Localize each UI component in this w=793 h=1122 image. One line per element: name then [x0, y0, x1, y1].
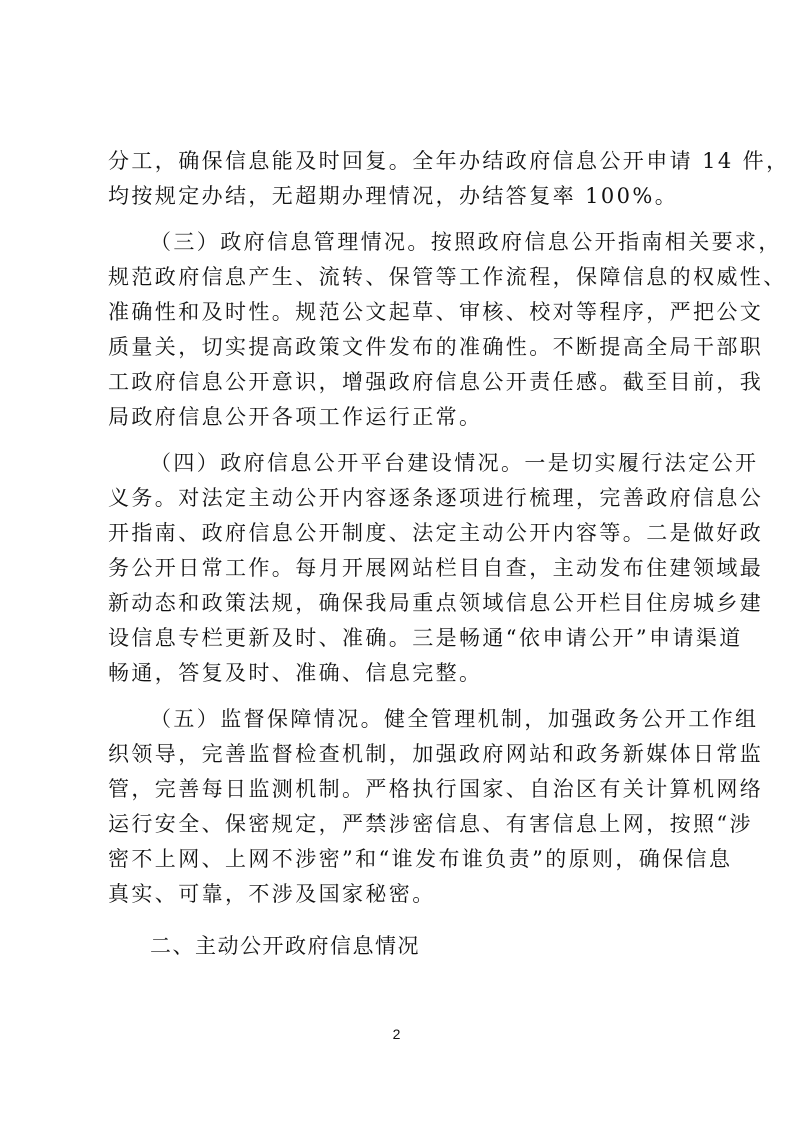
paragraph-line: 畅通，答复及时、准确、信息完整。: [108, 661, 483, 685]
paragraph-line: 开指南、政府信息公开制度、法定主动公开内容等。二是做好政: [108, 521, 764, 545]
paragraph-line: （三）政府信息管理情况。按照政府信息公开指南相关要求，: [150, 230, 782, 254]
paragraph-line: 设信息专栏更新及时、准确。三是畅通“依申请公开”申请渠道: [108, 626, 743, 650]
paragraph-line: 织领导，完善监督检查机制，加强政府网站和政务新媒体日常监: [108, 742, 764, 766]
paragraph-line: 质量关，切实提高政策文件发布的准确性。不断提高全局干部职: [108, 335, 764, 359]
paragraph-line: 分工，确保信息能及时回复。全年办结政府信息公开申请 14 件，: [108, 149, 790, 173]
paragraph-line: 务公开日常工作。每月开展网站栏目自查，主动发布住建领域最: [108, 556, 764, 580]
paragraph-line: 运行安全、保密规定，严禁涉密信息、有害信息上网，按照“涉: [108, 812, 753, 836]
paragraph-line: 工政府信息公开意识，增强政府信息公开责任感。截至目前，我: [108, 370, 764, 394]
paragraph-line: 真实、可靠，不涉及国家秘密。: [108, 882, 436, 906]
paragraph-line: 管，完善每日监测机制。严格执行国家、自治区有关计算机网络: [108, 777, 764, 801]
paragraph-line: 义务。对法定主动公开内容逐条逐项进行梳理，完善政府信息公: [108, 486, 764, 510]
paragraph-line: 规范政府信息产生、流转、保管等工作流程，保障信息的权威性、: [108, 265, 787, 289]
paragraph-line: 准确性和及时性。规范公文起草、审核、校对等程序，严把公文: [108, 300, 764, 324]
paragraph-line: （四）政府信息公开平台建设情况。一是切实履行法定公开: [150, 451, 759, 475]
paragraph-line: 密不上网、上网不涉密”和“谁发布谁负责”的原则，确保信息: [108, 847, 733, 871]
paragraph-line: 新动态和政策法规，确保我局重点领域信息公开栏目住房城乡建: [108, 591, 764, 615]
paragraph-line: （五）监督保障情况。健全管理机制，加强政务公开工作组: [150, 707, 759, 731]
section-heading: 二、主动公开政府信息情况: [150, 934, 420, 958]
page-number: 2: [392, 1026, 401, 1042]
paragraph-line: 均按规定办结，无超期办理情况，办结答复率 100%。: [108, 184, 679, 208]
paragraph-line: 局政府信息公开各项工作运行正常。: [108, 405, 483, 429]
